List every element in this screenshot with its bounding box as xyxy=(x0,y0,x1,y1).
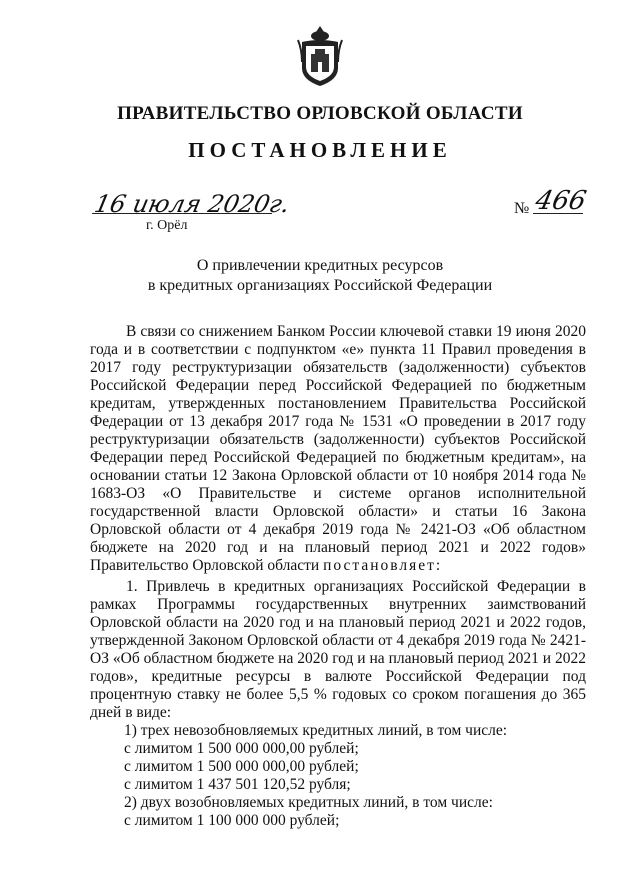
preamble-text: В связи со снижением Банком России ключевой ставки 19 июня 2020 года и в соответствии с подпунктом «е» пункта 11 Правил проведения в 2017 году реструктуризации обязательств (задолженности) субъектов Российской Федерации перед Российской Федерацией по бюджетным кредитам, утвержденных постановлением Правительства Российской Федерации от 13 декабря 2017 года № 1531 «О проведении в 2017 году реструктуризации обязательств (задолженности) субъектов Российской Федерации перед Российской Федерацией по бюджетным кредитам», на основании статьи 12 Закона Орловской области от 10 ноября 2014 года № 1683-ОЗ «О Правительстве и системе органов исполнительной государственной власти Орловской области» и статьи 16 Закона Орловской области от 4 декабря 2019 года № 2421-ОЗ «Об областном бюджете на 2020 год и на плановый период 2021 и 2022 годов» Правительство Орловской области xyxy=(90,323,586,574)
credit-lines-list xyxy=(124,722,507,830)
number-label: № xyxy=(514,200,530,217)
document-type-heading: ПОСТАНОВЛЕНИЕ xyxy=(188,138,452,162)
list-item: с лимитом 1 500 000 000,00 рублей; xyxy=(124,740,359,757)
subject-line-2: в кредитных организациях Российской Федерации xyxy=(147,277,493,294)
list-item: с лимитом 1 100 000 000 рублей; xyxy=(124,812,340,829)
resolution-keyword: постановляет: xyxy=(323,557,443,574)
government-title: ПРАВИТЕЛЬСТВО ОРЛОВСКОЙ ОБЛАСТИ xyxy=(117,103,523,124)
handwritten-date: 16 июля 2020г. xyxy=(92,190,293,218)
clause-1-paragraph xyxy=(90,578,586,722)
city-label: г. Орёл xyxy=(146,218,188,233)
subject-line-1: О привлечении кредитных ресурсов xyxy=(196,257,444,274)
list-item: с лимитом 1 500 000 000,00 рублей; xyxy=(124,758,359,775)
clause-1-text: 1. Привлечь в кредитных организациях Российской Федерации в рамках Программы государственных внутренних заимствований Орловской области на 2020 год и на плановый период 2021 и 2022 годов, утвержденной Законом Орловской области от 4 декабря 2019 года № 2421-ОЗ «Об областном бюджете на 2020 год и на плановый период 2021 и 2022 годов», кредитные ресурсы в валюте Российской Федерации под процентную ставку не более 5,5 % годовых со сроком погашения до 365 дней в виде: xyxy=(90,578,586,721)
date-underline xyxy=(92,213,272,214)
handwritten-number: 466 xyxy=(532,186,589,216)
preamble-paragraph xyxy=(90,323,586,575)
number-underline xyxy=(533,213,583,214)
list-item: с лимитом 1 437 501 120,52 рубля; xyxy=(124,776,351,793)
list-item: 2) двух возобновляемых кредитных линий, в том числе: xyxy=(124,794,493,811)
document-subject xyxy=(0,256,640,296)
coat-of-arms-icon xyxy=(296,22,344,88)
list-item: 1) трех невозобновляемых кредитных линий, в том числе: xyxy=(124,722,508,739)
